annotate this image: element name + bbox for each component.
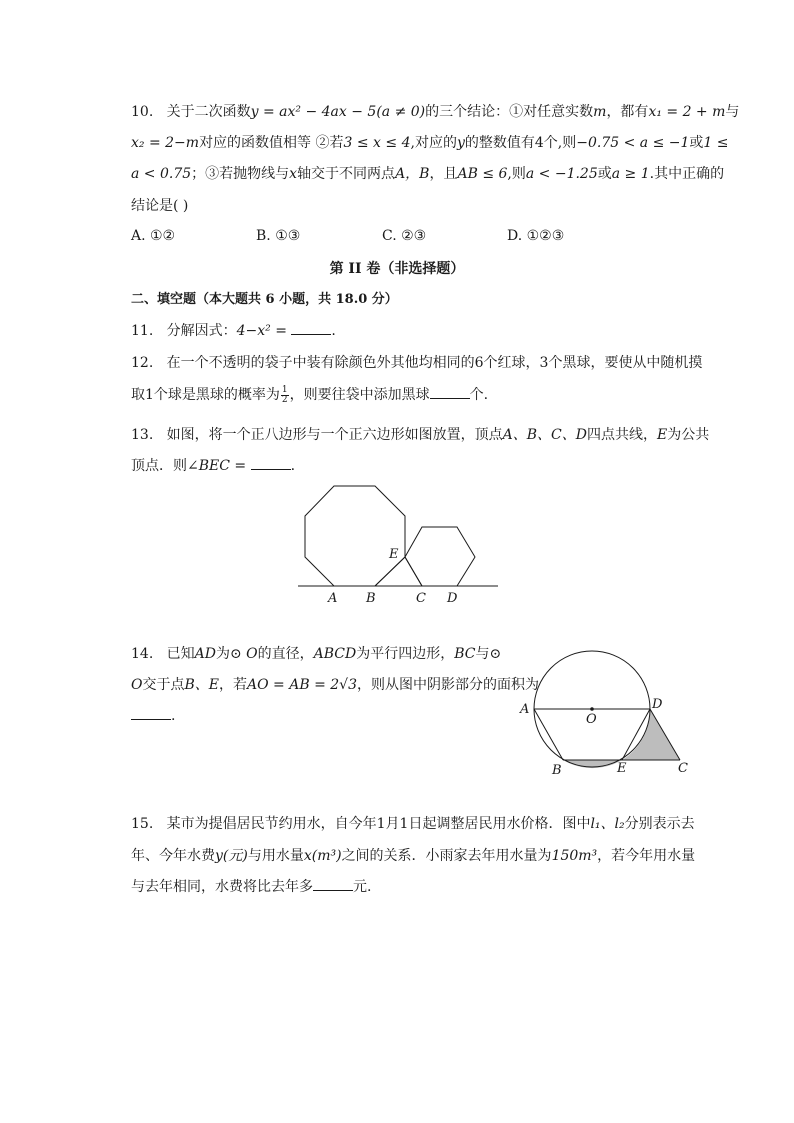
q14-var: ⊙ [489,646,502,662]
q10-var: A，B [395,166,430,182]
q13-line-2 [131,456,295,476]
q14-line-2 [131,675,539,695]
q11-answer-blank[interactable] [291,322,331,335]
q14-label-b: B [552,763,562,778]
q11-number: 11. [131,323,154,339]
q14-line-1 [131,644,501,664]
q12-number: 12. [131,355,154,371]
q14-var: B、E [184,677,219,693]
q10-text: 轴交于不同两点 [297,166,396,182]
q10-text: ，都有 [606,104,649,120]
q13-figure [290,478,505,608]
q10-expr: 3 ≤ x ≤ 4 [343,135,411,151]
q15-text: 元. [353,879,372,895]
q10-expr: y = ax² − 4ax − 5(a ≠ 0) [250,104,426,120]
q15-line-1 [131,814,695,834]
q15-text: 与用水量 [247,848,304,864]
q14-label-e: E [617,761,627,776]
q10-text: ；③若抛物线与 [191,166,290,182]
q15-var: y(元) [215,848,248,864]
q15-text: ，若今年用水量 [597,848,696,864]
q12-text: 取1个球是黑球的概率为 [131,387,280,403]
q13-label-b: B [366,591,376,606]
q14-expr: AO = AB = 2√3 [247,677,357,693]
q14-line-3 [131,706,175,726]
q10-var: x [289,166,298,182]
q10-option-d[interactable]: D. ①②③ [507,228,565,244]
q13-label-c: C [416,591,426,606]
q12-text: 在一个不透明的袋子中装有除颜色外其他均相同的6个红球，3个黑球，要使从中随机摸 [166,355,703,371]
q13-line-1 [131,425,709,445]
q14-text: ，则从图中阴影部分的面积为 [356,677,539,693]
q14-number: 14. [131,646,154,662]
q12-text: ，则要往袋中添加黑球 [289,387,430,403]
q13-text: . [290,458,296,474]
q15-text: 某市为提倡居民节约用水，自今年1月1日起调整居民用水价格．图中 [166,816,591,832]
q14-var: ABCD [313,646,357,662]
q14-var: BC [454,646,476,662]
q10-text: 或 [597,166,612,182]
q13-text: 四点共线， [586,427,657,443]
q15-number: 15. [131,816,154,832]
q10-text: 对应的函数值相等 ②若 [199,135,344,151]
q14-text: 与 [475,646,490,662]
q10-text: 的三个结论：①对任意实数 [425,104,594,120]
q12-fraction-num: 1 [281,384,288,395]
q14-label-c: C [678,761,688,776]
q10-number: 10. [131,104,154,120]
q10-line-1 [131,102,739,122]
q13-segment-ec [405,557,422,586]
q10-option-a[interactable]: A. ①② [131,228,176,244]
q15-text: 与去年相同，水费将比去年多 [131,879,313,895]
q10-var: y [456,135,465,151]
q11-text: . [331,323,336,339]
q13-expr: ∠BEC = [187,458,247,474]
q14-answer-blank[interactable] [131,707,171,720]
q10-line-2 [131,133,728,153]
section-title: 第 II 卷（非选择题） [329,261,465,277]
q10-text: .其中正确的 [649,166,725,182]
q10-text: ,则 [507,166,526,182]
q14-figure [514,644,696,779]
q12-answer-blank[interactable] [430,386,470,399]
q14-text: ，若 [219,677,247,693]
q12-fraction [281,386,289,405]
q10-expr: −0.75 < a ≤ −1 [576,135,690,151]
q11-line [131,321,336,341]
q10-expr: x₁ = 2 + m [648,104,726,120]
q15-line-3 [131,877,371,897]
q15-line-2 [131,846,695,866]
q10-expr: a ≥ 1 [611,166,650,182]
q15-var: l₁、l₂ [590,816,625,832]
q12-fraction-den: 2 [281,394,288,405]
q10-text: 关于二次函数 [166,104,251,120]
q12-line-2 [131,385,488,405]
q10-text: ,对应的 [410,135,457,151]
q10-line-3 [131,164,724,184]
q11-text: 分解因式： [166,323,237,339]
q13-answer-blank[interactable] [251,457,291,470]
q13-label-a: A [328,591,338,606]
q12-line-1 [131,353,702,373]
q14-var: O [131,677,143,693]
q10-text: 与 [725,104,740,120]
q10-option-b[interactable]: B. ①③ [256,228,301,244]
q14-var: ⊙ O [229,646,258,662]
q14-text: 交于点 [142,677,185,693]
q10-text: 或 [689,135,704,151]
q15-var: x(m³) [303,848,342,864]
q14-side-ab [534,709,563,760]
q15-var: 150m³ [551,848,598,864]
q11-expr: 4−x² = [236,323,287,339]
q14-label-o: O [586,712,597,727]
q15-text: 年、今年水费 [131,848,215,864]
q10-expr: x₂ = 2−m [131,135,200,151]
q13-hexagon [405,527,475,586]
q15-text: 分别表示去 [624,816,695,832]
q13-text: 如图，将一个正八边形与一个正六边形如图放置，顶点 [166,427,503,443]
q10-expr: 1 ≤ [703,135,729,151]
q10-option-c[interactable]: C. ②③ [382,228,427,244]
q15-answer-blank[interactable] [313,878,353,891]
q14-center-dot [590,707,594,711]
q13-label-e: E [389,547,399,562]
section-heading: 二、填空题（本大题共 6 小题，共 18.0 分） [131,292,398,307]
q10-expr: a < 0.75 [131,166,192,182]
q13-var: E [656,427,668,443]
q14-text: . [171,708,176,724]
q12-text: 个. [469,387,489,403]
q14-text: 为平行四边形， [356,646,455,662]
q13-label-d: D [447,591,458,606]
q14-text: 为 [215,646,230,662]
q14-label-a: A [520,702,530,717]
q14-var: AD [194,646,216,662]
q10-expr: AB ≤ 6 [457,166,508,182]
q13-var: A、B、C、D [502,427,587,443]
q10-var: m [593,104,607,120]
q13-text: 为公共 [667,427,710,443]
q10-line-4: 结论是( ) [131,198,189,214]
q13-number: 13. [131,427,154,443]
q13-text: 顶点．则 [131,458,187,474]
q10-text: ，且 [429,166,458,182]
q14-label-d: D [652,697,663,712]
q10-text: 的整数值有4个,则 [464,135,577,151]
q14-text: 的直径， [257,646,314,662]
q10-expr: a < −1.25 [525,166,598,182]
q15-text: 之间的关系．小雨家去年用水量为 [341,848,552,864]
q14-text: 已知 [166,646,195,662]
